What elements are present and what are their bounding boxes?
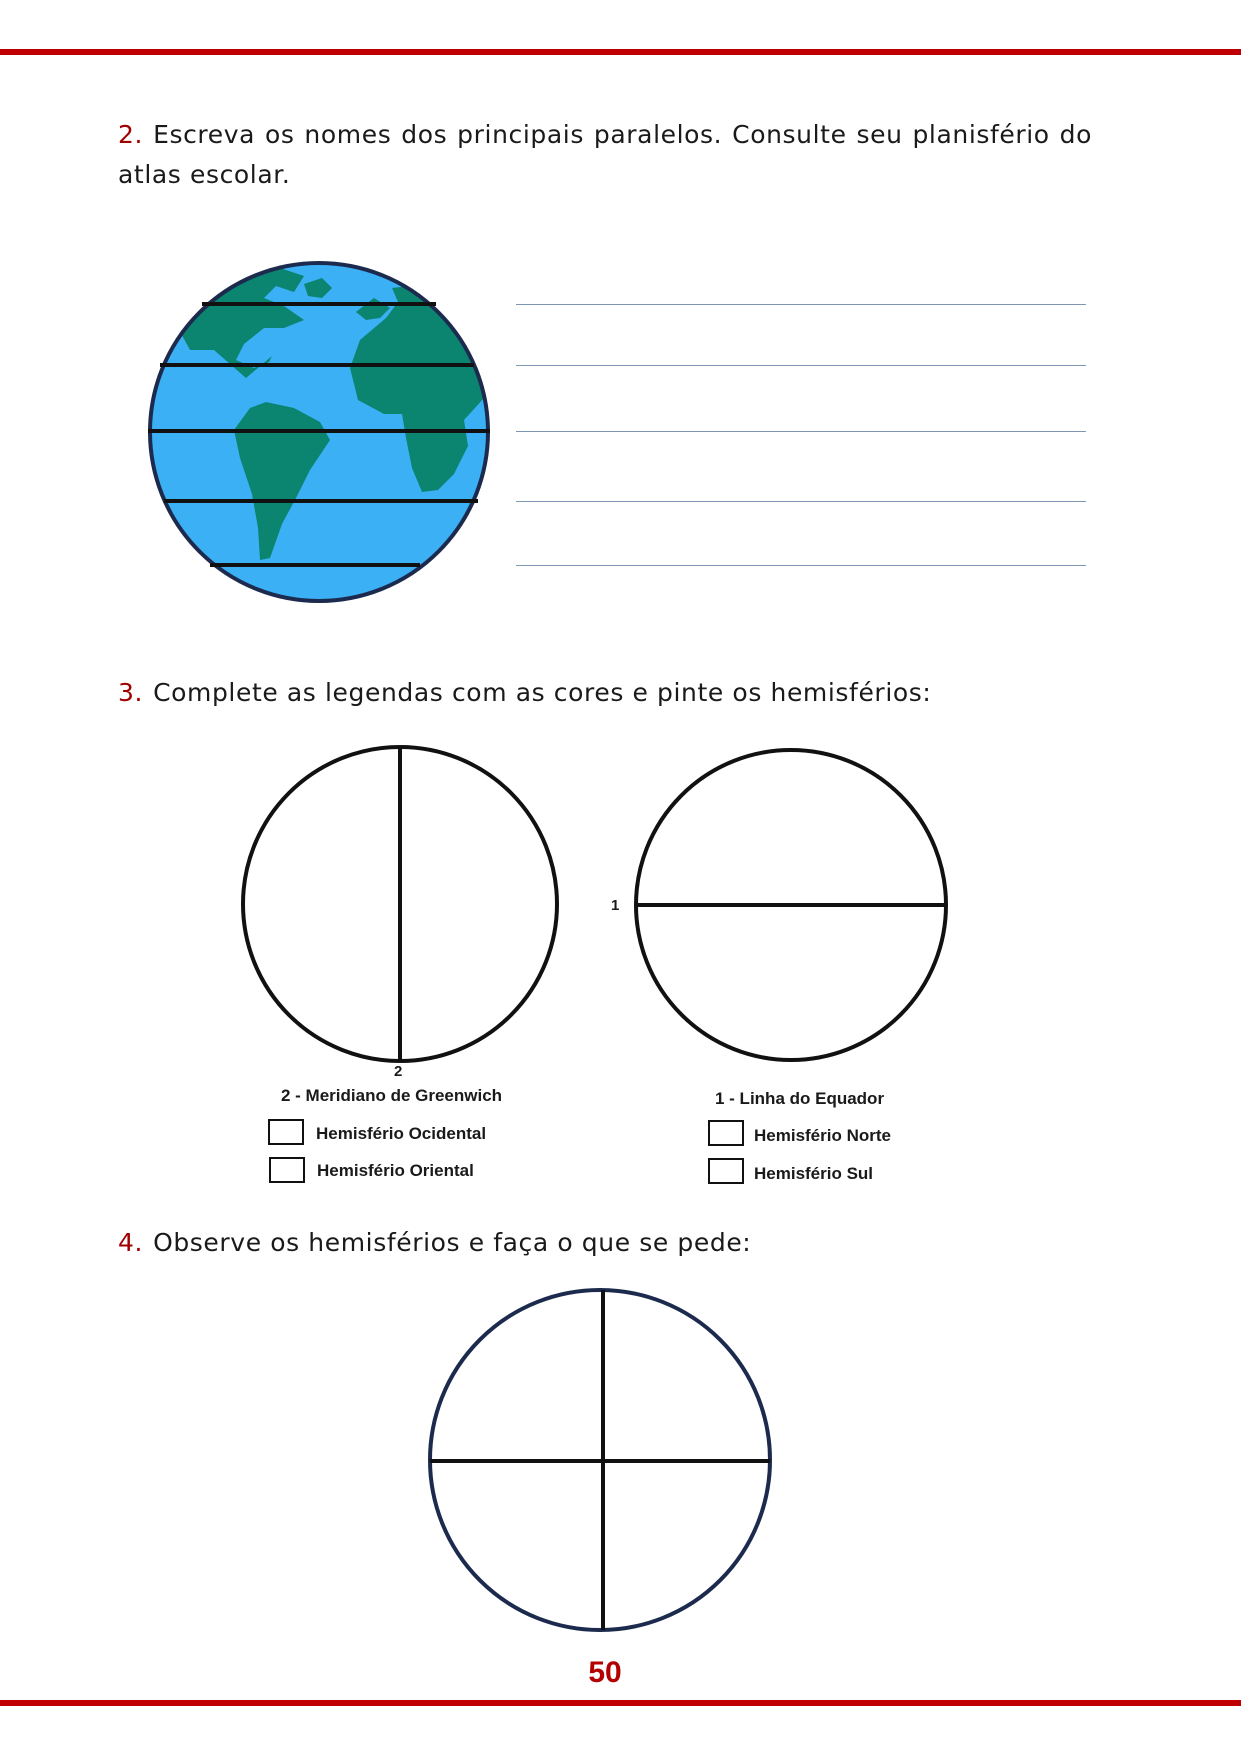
top-red-rule [0,49,1241,55]
question-text: Escreva os nomes dos principais paralelos. Consulte seu planisfério do atlas escolar. [118,120,1092,189]
four-hemispheres-circle [426,1286,774,1634]
meridian-circle-diagram [240,744,560,1064]
question-number: 4. [118,1228,144,1257]
answer-line-5[interactable] [516,565,1086,566]
page-number: 50 [588,1656,622,1689]
equator-circle-diagram [632,747,950,1063]
answer-line-2[interactable] [516,365,1086,366]
option-label: Hemisfério Norte [754,1126,891,1145]
checkbox-hemisferio-ocidental[interactable] [268,1119,304,1145]
question-text: Complete as legendas com as cores e pinte os hemisférios: [153,678,932,707]
checkbox-hemisferio-sul[interactable] [708,1158,744,1184]
equator-marker: 1 [611,897,620,914]
checkbox-hemisferio-norte[interactable] [708,1120,744,1146]
checkbox-hemisferio-oriental[interactable] [269,1157,305,1183]
question-text: Observe os hemisférios e faça o que se pede: [153,1228,752,1257]
question-4 [118,1223,1092,1263]
equator-legend-title: 1 - Linha do Equador [715,1089,885,1108]
question-number: 3. [118,678,144,707]
bottom-red-rule [0,1700,1241,1706]
answer-line-1[interactable] [516,304,1086,305]
question-3 [118,673,1092,713]
meridian-marker: 2 [394,1063,403,1080]
option-label: Hemisfério Ocidental [316,1124,487,1143]
answer-line-3[interactable] [516,431,1086,432]
option-label: Hemisfério Oriental [317,1161,474,1180]
globe-parallels-illustration [144,258,494,610]
greenwich-legend-title: 2 - Meridiano de Greenwich [281,1086,503,1105]
option-label: Hemisfério Sul [754,1164,874,1183]
question-2 [118,115,1092,195]
question-number: 2. [118,120,144,149]
answer-line-4[interactable] [516,501,1086,502]
